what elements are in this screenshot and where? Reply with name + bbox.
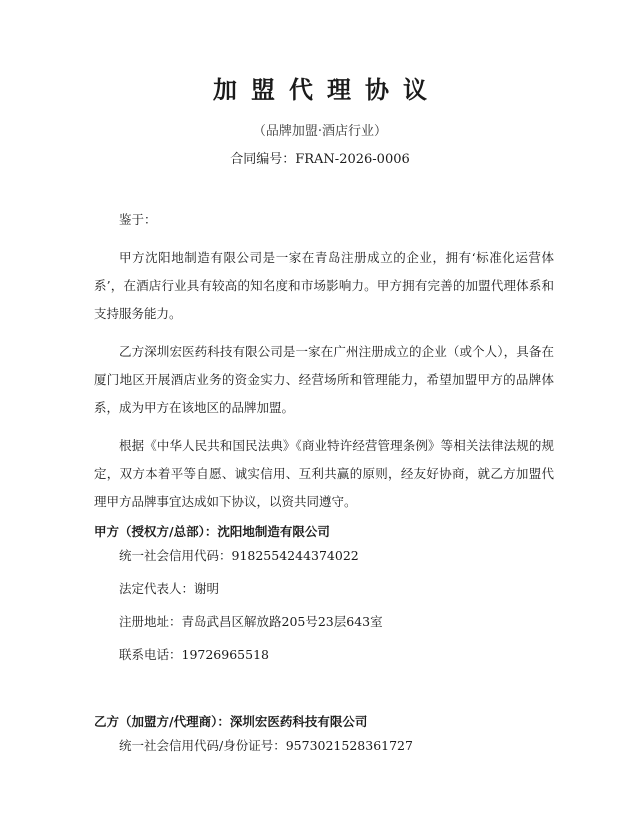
party-a-phone: 联系电话：19726965518: [119, 647, 269, 662]
party-b-heading: 乙方（加盟方/代理商）：深圳宏医药科技有限公司: [94, 714, 368, 729]
party-a-credit-code: 统一社会信用代码：9182554244374022: [119, 548, 359, 563]
party-a-legal-rep: 法定代表人：谢明: [119, 581, 220, 596]
recital-paragraph-party-a: 甲方沈阳地制造有限公司是一家在青岛注册成立的企业，拥有‘标准化运营体系’，在酒店行业具有较高的知名度和市场影响力。甲方拥有完善的加盟代理体系和支持服务能力。: [94, 250, 554, 321]
party-a-section: [94, 520, 554, 676]
recitals-section: [94, 206, 554, 526]
party-b-credit-code: 统一社会信用代码/身份证号：9573021528361727: [119, 738, 413, 753]
party-a-heading: 甲方（授权方/总部）：沈阳地制造有限公司: [94, 524, 330, 539]
party-b-section: [94, 710, 554, 758]
recital-paragraph-party-b: 乙方深圳宏医药科技有限公司是一家在广州注册成立的企业（或个人），具备在厦门地区开展酒店业务的资金实力、经营场所和管理能力，希望加盟甲方的品牌体系，成为甲方在该地区的品牌加盟。: [94, 344, 554, 415]
recitals-lead: 鉴于：: [119, 212, 157, 227]
document-title: 加盟代理协议: [213, 76, 441, 104]
document-subtitle: （品牌加盟·酒店行业）: [252, 124, 388, 139]
contract-number: 合同编号：FRAN-2026-0006: [230, 152, 410, 167]
recital-paragraph-legal-basis: 根据《中华人民共和国民法典》《商业特许经营管理条例》等相关法律法规的规定，双方本着平等自愿、诚实信用、互利共赢的原则，经友好协商，就乙方加盟代理甲方品牌事宜达成如下协议，以资共同遵守。: [94, 438, 554, 509]
party-a-address: 注册地址：青岛武昌区解放路205号23层643室: [119, 614, 383, 629]
